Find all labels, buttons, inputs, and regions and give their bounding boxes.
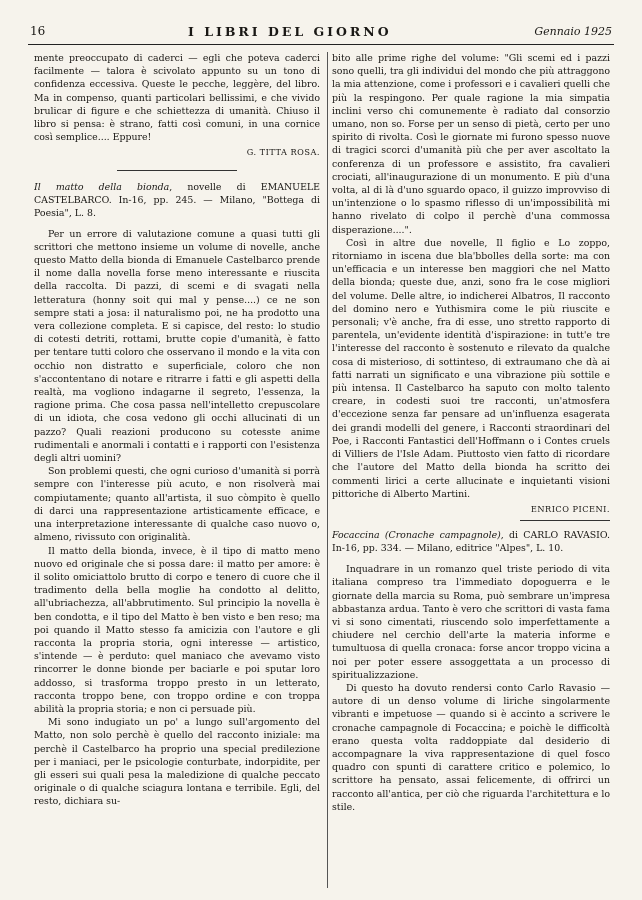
review-paragraph: Di questo ha dovuto rendersi conto Carlo Ravasio — autore di un denso volume di liriche singolarmente vibranti e impetuose — quando si è accinto a scrivere le cronache campagnole di Focaccina; e poichè le difficoltà erano questa volta raddoppiate dal desiderio di accompagnare la viva rappresentazione di quel fosco quadro con spunti di carattere critico e polemico, lo scrittore ha pensato, assai felicemente, di offrirci un racconto all'antica, per ciò che riguarda l'architettura e lo stile. [332,682,610,813]
review-paragraph: Così in altre due novelle, Il figlio e Lo zoppo, ritorniamo in iscena due bla'bbolles della sorte: ma con un'efficacia e un interesse ben maggiori che nel Matto della bionda; queste due, anzi, sono fra le cose migliori del volume. Delle altre, io indicherei Albatros, Il racconto del domino nero e Yuthismira come le più riuscite e personali; v'è anche, fra di esse, uno stretto rapporto di parentela, un'evidente identità d'ispirazione: in tutt'e tre l'interesse del racconto è sostenuto e rilevato da qualche cosa di misterioso, di sottinteso, di extraumano che dà ai fatti narrati un significato e una vibrazione più sottile e più intensa. Il Castelbarco ha saputo con molto talento creare, in codesti suoi tre racconti, un'atmosfera d'eccezione senza far pensare ad un'influenza esagerata dei grandi modelli del genere, i Racconti straordinari del Poe, i Racconti Fantastici dell'Hoffmann o i Contes cruels di Villiers de l'Isle Adam. Piuttosto vien fatto di ricordare che l'autore del Matto della bionda ha scritto dei commenti lirici a certe allucinate e inquietanti visioni pittoriche di Alberto Martini. [332,237,610,500]
header-rule [28,44,614,45]
review-title: Il matto della bionda [34,181,170,193]
continued-text: mente preoccupato di caderci — egli che poteva caderci facilmente — talora è scivolato appunto su un tono di confidenza eccessiva. Queste le pecche, leggère, del libro. Ma in compenso, quanti particolari bellissimi, e che vivido brulicar di figure e che schiettezza di umanità. Chiuso il libro si pensa: è strano, fatti così comuni, in una cornice così semplice.... Eppure! [34,53,320,144]
right-column [332,52,610,894]
review-paragraph: Inquadrare in un romanzo quel triste periodo di vita italiana compreso tra l'immediato dopoguerra e le giornate della marcia su Roma, può sembrare un'impresa abbastanza ardua. Tanto è vero che scrittori di vasta fama vi si sono cimentati, riuscendo solo imperfettamente a chiudere nel cerchio dell'arte la materia informe e tumultuosa di quella cronaca: forse ancor troppo vicina a noi per poter essere assoggettata a un processo di spiritualizzazione. [332,564,610,681]
review-paragraph: Per un errore di valutazione comune a quasi tutti gli scrittori che mettono insieme un volume di novelle, anche questo Matto della bionda di Emanuele Castelbarco prende il nome dalla novella forse meno interessante e riuscita della raccolta. Di pazzi, di scemi e di svagati nella letteratura (honny soit qui mal y pense....) ce ne son sempre stati a josa: il naturalismo poi, ne ha prodotto una vera collezione completa. E si capisce, del resto: lo studio di cotesti detriti, rottami, brutte copie d'umanità, è fatto per tentare tutti coloro che osservano il mondo e la vita con occhio non distratto e superficiale, coloro che non s'accontentano di notare e ritrarre i fatti e gli aspetti della realtà, ma vogliono indagarne il segreto, l'essenza, la ragione prima. Che cosa passa nell'intelletto crepuscolare di un idiota, che cosa vedono gli occhi allucinati di un pazzo? Quali reazioni producono su cotesste anime rudimentali e anormali i contatti e i rapporti con l'esistenza degli altri uomini? [34,228,320,465]
issue-date: Gennaio 1925 [534,24,612,38]
review-paragraph: Mi sono indugiato un po' a lungo sull'argomento del Matto, non solo perchè è quello del racconto iniziale: ma perchè il Castelbarco ha proprio una special predilezione per i maniaci, per le psicologie conturbate, indorpidite, per gli esseri sui quali pesa la maledizione di qualche peccato originale o di qualche sciagura lontana e terribile. Egli, del resto, dichiara su- [34,717,320,808]
review-heading-matto [34,181,320,220]
signature-rule [520,520,610,521]
review-paragraph: Il matto della bionda, invece, è il tipo di matto meno nuovo ed originale che si possa dare: il matto per amore: è il solito omiciattolo brutto di corpo e tenero di cuore che il tradimento della bella moglie ha condotto al delitto, all'ubriachezza, all'abbrutimento. Sul principio la novella è ben condotta, e il tipo del Matto è ben visto e ben reso; ma poi quando il Matto stesso fa amicizia con l'autore e gli racconta la propria storia, ogni interesse — artistico, s'intende — è perduto: quel maniaco che avevamo visto rincorrer le donne bionde per baciarle e poi sputar loro addosso, si trasforma troppo presto in un letterato, racconta troppo bene, con troppo ordine e con troppa abilità la propria storia; e non ci persuade più. [34,545,320,715]
signature-piceni: ENRICO PICENI. [530,503,610,514]
page-number: 16 [30,24,46,38]
section-separator [117,170,237,171]
review-title: Focaccina (Cronache campagnole) [332,530,501,542]
signature-titta-rosa: G. TITTA ROSA. [246,147,320,158]
review-details: , di CARLO RAVASIO. In-16, pp. 334. — Milano, editrice "Alpes", L. 10. [332,530,610,555]
review-paragraph: bito alle prime righe del volume: "Gli scemi ed i pazzi sono quelli, tra gli individui del mondo che più attraggono la mia attenzione, come i professori e i cavalieri quelli che più la respingono. Per quale ragione la mia simpatia inclini verso chi comunemente è radiato dal consorzio umano, non so. Forse per un senso di pietà, certo per uno spirito di rivolta. Così le giornate mi furono spesso nuove di tragici scorci d'umanità più che per aver ascoltato la conferenza di un professore e assistito, fra cavalieri crociati, all'inaugurazione di un monumento. E più d'una volta, al di là d'uno sguardo opaco, il guizzo improvviso di un'intenzione o lo spasmo riflesso di un'impossibilità mi hanno rivelato di colpo il perchè d'una commossa disperazione....". [332,53,610,236]
left-column [34,52,320,894]
review-paragraph: Son problemi questi, che ogni curioso d'umanità si porrà sempre con l'interesse più acuto, e non risolverà mai compiutamente; quanto all'artista, il suo còmpito è quello di darci una rappresentazione artisticamente efficace, e una interpretazione interessante di qualche caso nuovo o, almeno, rivissuto con originalità. [34,466,320,544]
journal-title: I LIBRI DEL GIORNO [188,23,392,39]
page-header [30,22,612,40]
review-details: , novelle di EMANUELE CASTELBARCO. In-16, pp. 245. — Milano, "Bottega di Poesia", L. 8. [34,181,320,219]
column-divider [327,52,328,888]
review-heading-focaccina [332,529,610,555]
